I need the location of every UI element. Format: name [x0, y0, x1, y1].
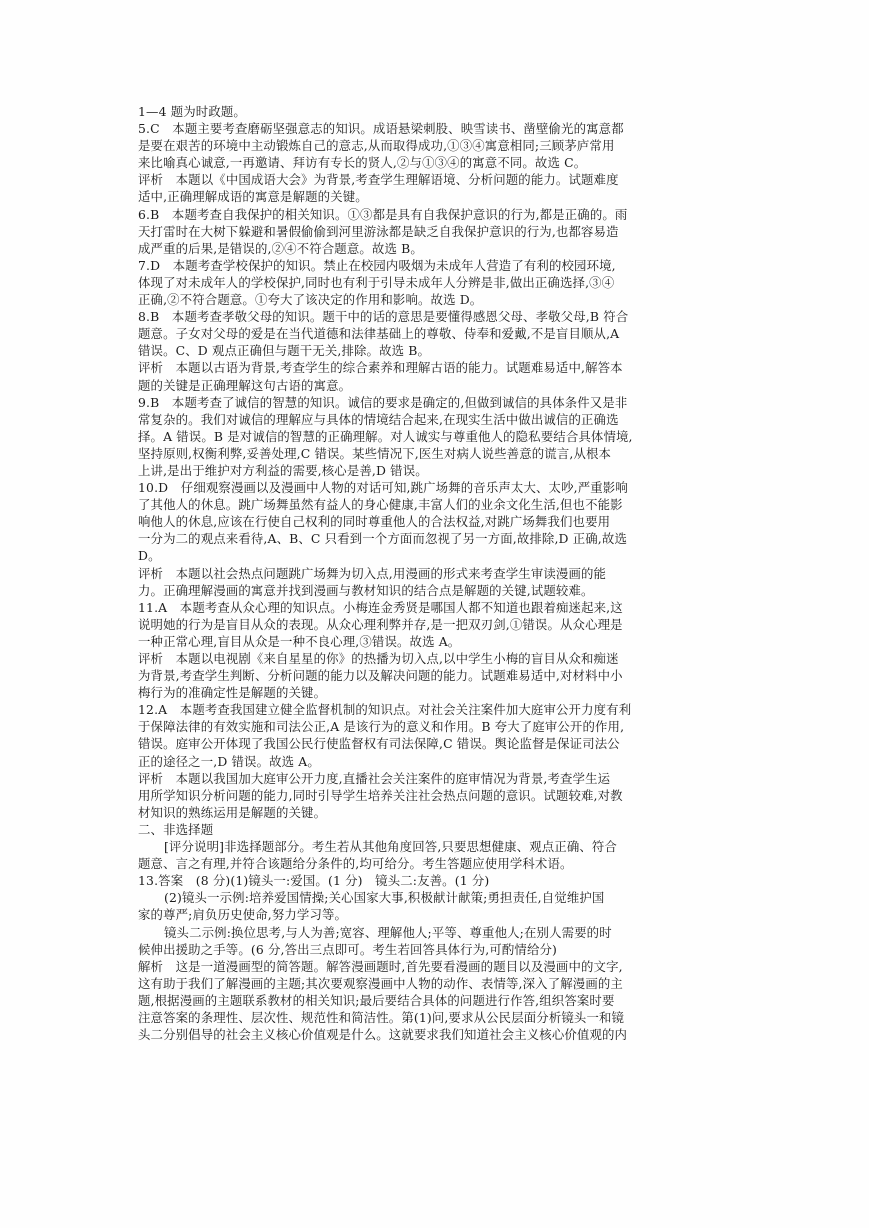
text-line: 6.B 本题考查自我保护的相关知识。①③都是具有自我保护意识的行为,都是正确的。雨 — [138, 206, 628, 222]
text-line: 11.A 本题考查从众心理的知识点。小梅连金秀贤是哪国人都不知道也跟着痴迷起来,这 — [138, 599, 623, 615]
text-line: 这有助于我们了解漫画的主题;其次要观察漫画中人物的动作、表情等,深入了解漫画的主 — [138, 975, 623, 991]
text-line: 7.D 本题考查学校保护的知识。禁止在校园内吸烟为未成年人营造了有利的校园环境, — [138, 257, 616, 273]
text-line: 说明她的行为是盲目从众的表现。从众心理利弊并存,是一把双刃剑,①错误。从众心理是 — [138, 616, 623, 632]
text-line: 头二分别倡导的社会主义核心价值观是什么。这就要求我们知道社会主义核心价值观的内 — [138, 1027, 628, 1043]
text-line: 评析 本题以社会热点问题跳广场舞为切入点,用漫画的形式来考查学生审读漫画的能 — [138, 565, 607, 581]
answer-text-body — [138, 103, 736, 1043]
text-line: 梅行为的准确定性是解题的关键。 — [138, 685, 327, 701]
text-line: 错误。庭审公开体现了我国公民行使监督权有司法保障,C 错误。舆论监督是保证司法公 — [138, 736, 620, 752]
text-line: 注意答案的条理性、层次性、规范性和简洁性。第(1)问,要求从公民层面分析镜头一和镜 — [138, 1009, 625, 1025]
text-line: 候伸出援助之手等。(6 分,答出三点即可。考生若回答具体行为,可酌情给分) — [138, 941, 558, 957]
text-line: 了其他人的休息。跳广场舞虽然有益人的身心健康,丰富人们的业余文化生活,但也不能影 — [138, 497, 623, 513]
text-line: 天打雷时在大树下躲避和暑假偷偷到河里游泳都是缺乏自我保护意识的行为,也都容易造 — [138, 223, 619, 239]
text-line: 评析 本题以《中国成语大会》为背景,考查学生理解语境、分析问题的能力。试题难度 — [138, 172, 619, 188]
text-line: 是要在艰苦的环境中主动锻炼自己的意志,从而取得成功,①③④寓意相同;三顾茅庐常用 — [138, 138, 615, 154]
text-line: 响他人的休息,应该在行使自己权利的同时尊重他人的合法权益,对跳广场舞我们也要用 — [138, 514, 611, 530]
text-line: 解析 这是一道漫画型的简答题。解答漫画题时,首先要看漫画的题目以及漫画中的文字, — [138, 958, 623, 974]
text-line: 题意。子女对父母的爱是在当代道德和法律基础上的尊敬、侍奉和爱戴,不是盲目顺从,A — [138, 326, 620, 342]
text-line: 用所学知识分析问题的能力,同时引导学生培养关注社会热点问题的意识。试题较难,对教 — [138, 787, 623, 803]
text-line: 一分为二的观点来看待,A、B、C 只看到一个方面而忽视了另一方面,故排除,D 正确,故选 — [138, 531, 627, 547]
text-line: 家的尊严;肩负历史使命,努力学习等。 — [138, 907, 348, 923]
text-line: 力。正确理解漫画的寓意并找到漫画与教材知识的结合点是解题的关键,试题较难。 — [138, 582, 594, 598]
text-line: 评析 本题以古语为背景,考查学生的综合素养和理解古语的能力。试题难易适中,解答本 — [138, 360, 623, 376]
text-line: 10.D 仔细观察漫画以及漫画中人物的对话可知,跳广场舞的音乐声太大、太吵,严重影响 — [138, 480, 628, 496]
text-line: 评析 本题以电视剧《来自星星的你》的热播为切入点,以中学生小梅的盲目从众和痴迷 — [138, 651, 619, 666]
text-line: 来比喻真心诚意,一再邀请、拜访有专长的贤人,②与①③④的寓意不同。故选 C。 — [138, 155, 587, 171]
text-line: 成严重的后果,是错误的,②④不符合题意。故选 B。 — [138, 240, 423, 256]
text-line: 常复杂的。我们对诚信的理解应与具体的情境结合起来,在现实生活中做出诚信的正确选 — [138, 411, 619, 427]
text-line: 错误。C、D 观点正确但与题干无关,排除。故选 B。 — [138, 343, 431, 359]
text-line: 正的途径之一,D 错误。故选 A。 — [138, 753, 320, 769]
text-line: 体现了对未成年人的学校保护,同时也有利于引导未成年人分辨是非,做出正确选择,③④ — [138, 274, 615, 290]
text-line: 9.B 本题考查了诚信的智慧的知识。诚信的要求是确定的,但做到诚信的具体条件又是非 — [138, 394, 628, 410]
text-line: 适中,正确理解成语的寓意是解题的关键。 — [138, 189, 368, 205]
text-line: 题意、言之有理,并符合该题给分条件的,均可给分。考生答题应使用学科术语。 — [138, 856, 573, 872]
text-line: 12.A 本题考查我国建立健全监督机制的知识点。对社会关注案件加大庭审公开力度有利 — [138, 702, 632, 718]
text-line: 一种正常心理,盲目从众是一种不良心理,③错误。故选 A。 — [138, 633, 461, 649]
text-line: 13.答案 (8 分)(1)镜头一:爱国。(1 分) 镜头二:友善。(1 分) — [138, 873, 490, 889]
text-line: 镜头二示例:换位思考,与人为善;宽容、理解他人;平等、尊重他人;在别人需要的时 — [164, 924, 612, 940]
text-line: 评析 本题以我国加大庭审公开力度,直播社会关注案件的庭审情况为背景,考查学生运 — [138, 770, 611, 786]
text-line: 为背景,考查学生判断、分析问题的能力以及解决问题的能力。试题难易适中,对材料中小 — [138, 668, 623, 684]
text-line: 上讲,是出于维护对方利益的需要,核心是善,D 错误。 — [138, 462, 428, 478]
text-line: 材知识的熟练运用是解题的关键。 — [138, 804, 327, 820]
text-line: 1—4 题为时政题。 — [138, 104, 246, 119]
text-line: 5.C 本题主要考查磨砺坚强意志的知识。成语悬梁刺股、映雪读书、凿壁偷光的寓意都 — [138, 121, 624, 137]
text-line: 题,根据漫画的主题联系教材的相关知识;最后要结合具体的问题进行作答,组织答案时要 — [138, 992, 615, 1008]
text-line: 二、非选择题 — [138, 821, 214, 837]
text-line: 题的关键是正确理解这句古语的寓意。 — [138, 377, 352, 393]
text-line: 8.B 本题考查孝敬父母的知识。题干中的话的意思是要懂得感恩父母、孝敬父母,B 符合 — [138, 309, 629, 325]
text-line: [评分说明]非选择题部分。考生若从其他角度回答,只要思想健康、观点正确、符合 — [164, 839, 617, 855]
text-line: 于保障法律的有效实施和司法公正,A 是该行为的意义和作用。B 夸大了庭审公开的作用, — [138, 719, 625, 735]
text-line: D。 — [138, 548, 161, 564]
text-line: 择。A 错误。B 是对诚信的智慧的正确理解。对人诚实与尊重他人的隐私要结合具体情境, — [138, 428, 633, 444]
text-line: 正确,②不符合题意。①夸大了该决定的作用和影响。故选 D。 — [138, 292, 483, 308]
text-line: (2)镜头一示例:培养爱国情操;关心国家大事,积极献计献策;勇担责任,自觉维护国 — [164, 890, 605, 906]
text-line: 坚持原则,权衡利弊,妥善处理,C 错误。某些情况下,医生对病人说些善意的谎言,从根本 — [138, 445, 612, 461]
